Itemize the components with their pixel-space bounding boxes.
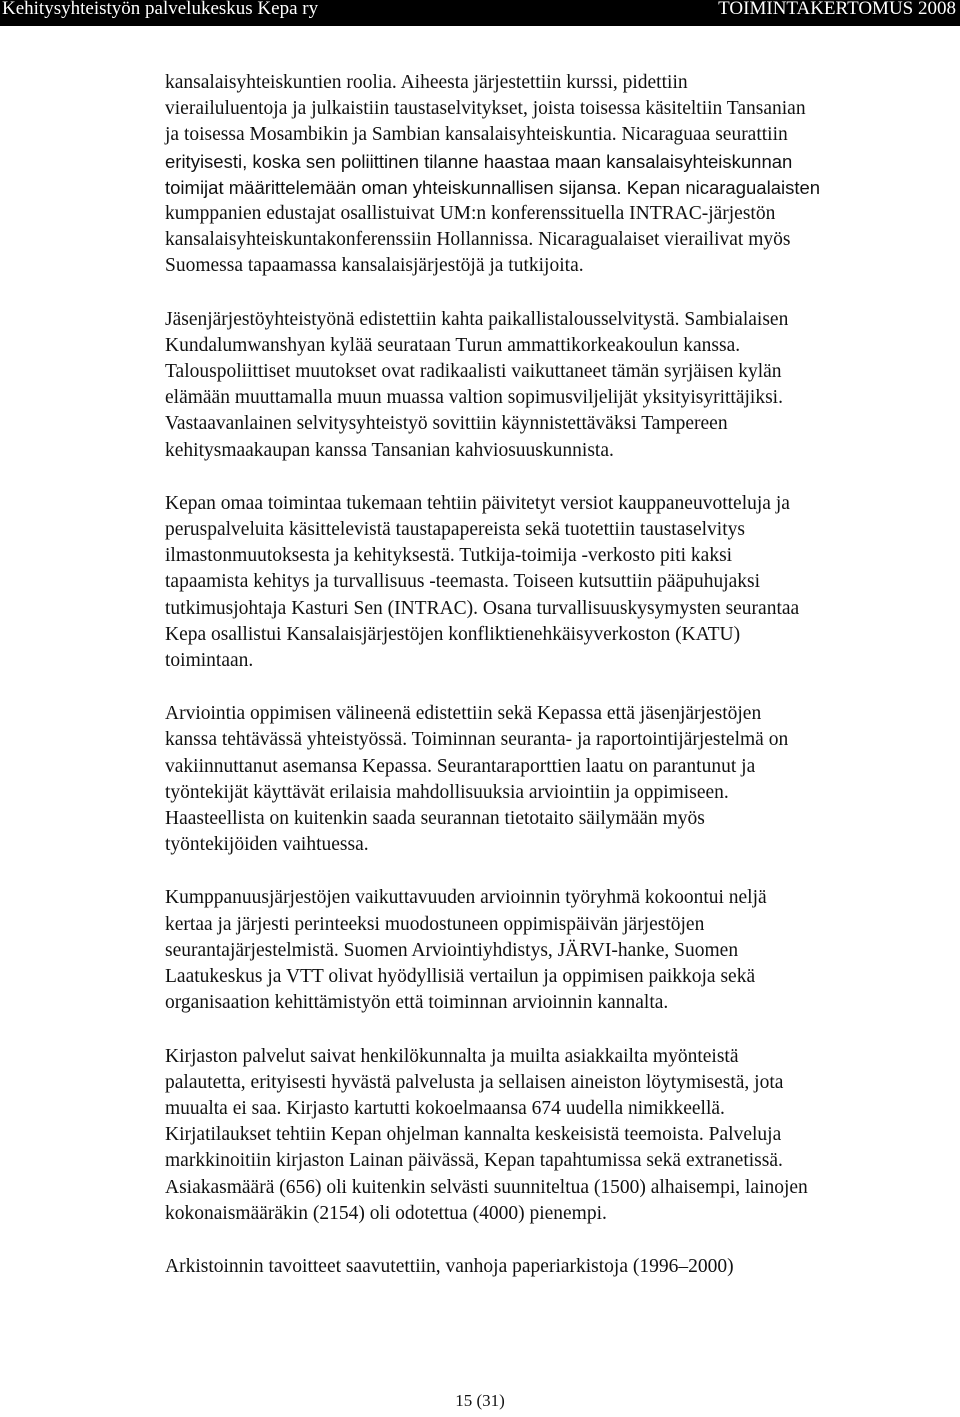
text-line: Kirjaston palvelut saivat henkilökunnalta ja muilta asiakkailta myönteistä: [165, 1045, 739, 1067]
text-line: kumppanien edustajat osallistuivat UM:n konferenssituella INTRAC-järjestön: [165, 203, 776, 225]
text-line: Arkistoinnin tavoitteet saavutettiin, vanhoja paperiarkistoja (1996–2000): [165, 1255, 734, 1277]
paragraph-archiving: [165, 1254, 935, 1280]
text-line: tapaamista kehitys ja turvallisuus -teemasta. Toiseen kutsuttiin pääpuhujaksi: [165, 571, 761, 593]
text-line: toimijat määrittelemään oman yhteiskunnallisen sijansa. Kepan nicaragualaisten: [165, 176, 821, 198]
text-line: Kumppanuusjärjestöjen vaikuttavuuden arvioinnin työryhmä kokoontui neljä: [165, 887, 767, 909]
text-line: Talouspoliittiset muutokset ovat radikaalisti vaikuttaneet tämän syrjäisen kylän: [165, 361, 782, 383]
text-line: erityisesti, koska sen poliittinen tilanne haastaa maan kansalaisyhteiskunnan: [165, 150, 793, 172]
paragraph-background-papers: [165, 491, 935, 674]
text-line: Kepa osallistui Kansalaisjärjestöjen konfliktienehkäisyverkoston (KATU): [165, 623, 741, 645]
text-line: seurantajärjestelmistä. Suomen Arviointiyhdistys, JÄRVI-hanke, Suomen: [165, 939, 739, 961]
text-line: elämään muuttamalla muun muassa valtion sopimusviljelijät yksityisyrittäjiksi.: [165, 387, 783, 409]
text-line: Kirjatilaukset tehtiin Kepan ohjelman kannalta keskeisistä teemoista. Palveluja: [165, 1124, 782, 1146]
text-line: ilmastonmuutoksesta ja kehityksestä. Tutkija-toimija -verkosto piti kaksi: [165, 545, 733, 567]
paragraph-impact-working-group: [165, 885, 935, 1016]
header-organization: Kehitysyhteistyön palvelukeskus Kepa ry: [2, 0, 319, 19]
text-line: kanssa tehtävässä yhteistyössä. Toiminnan seuranta- ja raportointijärjestelmä on: [165, 729, 789, 751]
text-line: Kundalumwanshyan kylää seurataan Turun ammattikorkeakoulun kanssa.: [165, 334, 741, 356]
text-line: Asiakasmäärä (656) oli kuitenkin selvästi suunniteltua (1500) alhaisempi, lainojen: [165, 1176, 808, 1198]
paragraph-civil-society: [165, 70, 935, 280]
text-line: Jäsenjärjestöyhteistyönä edistettiin kahta paikallistalousselvitystä. Sambialaisen: [165, 308, 789, 330]
text-line: työntekijöiden vaihtuessa.: [165, 834, 369, 856]
paragraph-library: [165, 1044, 935, 1227]
text-line: ja toisessa Mosambikin ja Sambian kansalaisyhteiskuntia. Nicaraguaa seurattiin: [165, 124, 788, 146]
text-line: Laatukeskus ja VTT olivat hyödyllisiä vertailun ja oppimisen paikkoja sekä: [165, 966, 756, 988]
text-line: kehitysmaakaupan kanssa Tansanian kahviosuuskunnista.: [165, 439, 614, 461]
text-line: kansalaisyhteiskuntien roolia. Aiheesta järjestettiin kurssi, pidettiin: [165, 72, 688, 93]
text-line: vakiinnuttanut asemansa Kepassa. Seurantaraporttien laatu on parantunut ja: [165, 755, 756, 777]
text-line: kertaa ja järjesti perinteeksi muodostuneen oppimispäivän järjestöjen: [165, 913, 705, 935]
text-line: työntekijät käyttävät erilaisia mahdollisuuksia arviointiin ja oppimiseen.: [165, 781, 729, 803]
text-line: vierailuluentoja ja julkaistiin taustaselvitykset, joista toisessa käsiteltiin Tansanian: [165, 98, 806, 120]
text-line: toimintaan.: [165, 650, 254, 672]
text-line: peruspalveluita käsittelevistä taustapapereista sekä tuotettiin taustaselvitys: [165, 519, 745, 541]
text-line: Suomessa tapaamassa kansalaisjärjestöjä ja tutkijoita.: [165, 255, 584, 277]
text-line: Haasteellista on kuitenkin saada seurannan tietotaito säilymään myös: [165, 808, 705, 830]
text-line: organisaation kehittämistyön että toiminnan arvioinnin kannalta.: [165, 992, 669, 1014]
text-line: palautetta, erityisesti hyvästä palvelusta ja sellaisen aineiston löytymisestä, jota: [165, 1071, 784, 1093]
text-line: muualta ei saa. Kirjasto kartutti kokoelmaansa 674 uudella nimikkeellä.: [165, 1097, 725, 1119]
text-line: Kepan omaa toimintaa tukemaan tehtiin päivitetyt versiot kauppaneuvotteluja ja: [165, 492, 790, 514]
text-line: tutkimusjohtaja Kasturi Sen (INTRAC). Osana turvallisuuskysymysten seurantaa: [165, 597, 800, 619]
text-line: Arviointia oppimisen välineenä edistettiin sekä Kepassa että jäsenjärjestöjen: [165, 703, 762, 725]
text-line: kansalaisyhteiskuntakonferenssiin Hollannissa. Nicaragualaiset vierailivat myös: [165, 229, 791, 251]
document-body: [165, 70, 935, 1307]
paragraph-evaluation: [165, 701, 935, 858]
running-header: [0, 0, 960, 26]
text-line: kokonaismääräkin (2154) oli odotettua (4000) pienempi.: [165, 1202, 607, 1224]
page-number: 15 (31): [455, 1391, 505, 1410]
text-line: Vastaavanlainen selvitysyhteistyö sovittiin käynnistettäväksi Tampereen: [165, 413, 728, 435]
header-report-title: TOIMINTAKERTOMUS 2008: [718, 0, 956, 19]
text-line: markkinoitiin kirjaston Lainan päivässä, Kepan tapahtumissa sekä extranetissä.: [165, 1150, 783, 1172]
paragraph-member-cooperation: [165, 307, 935, 464]
